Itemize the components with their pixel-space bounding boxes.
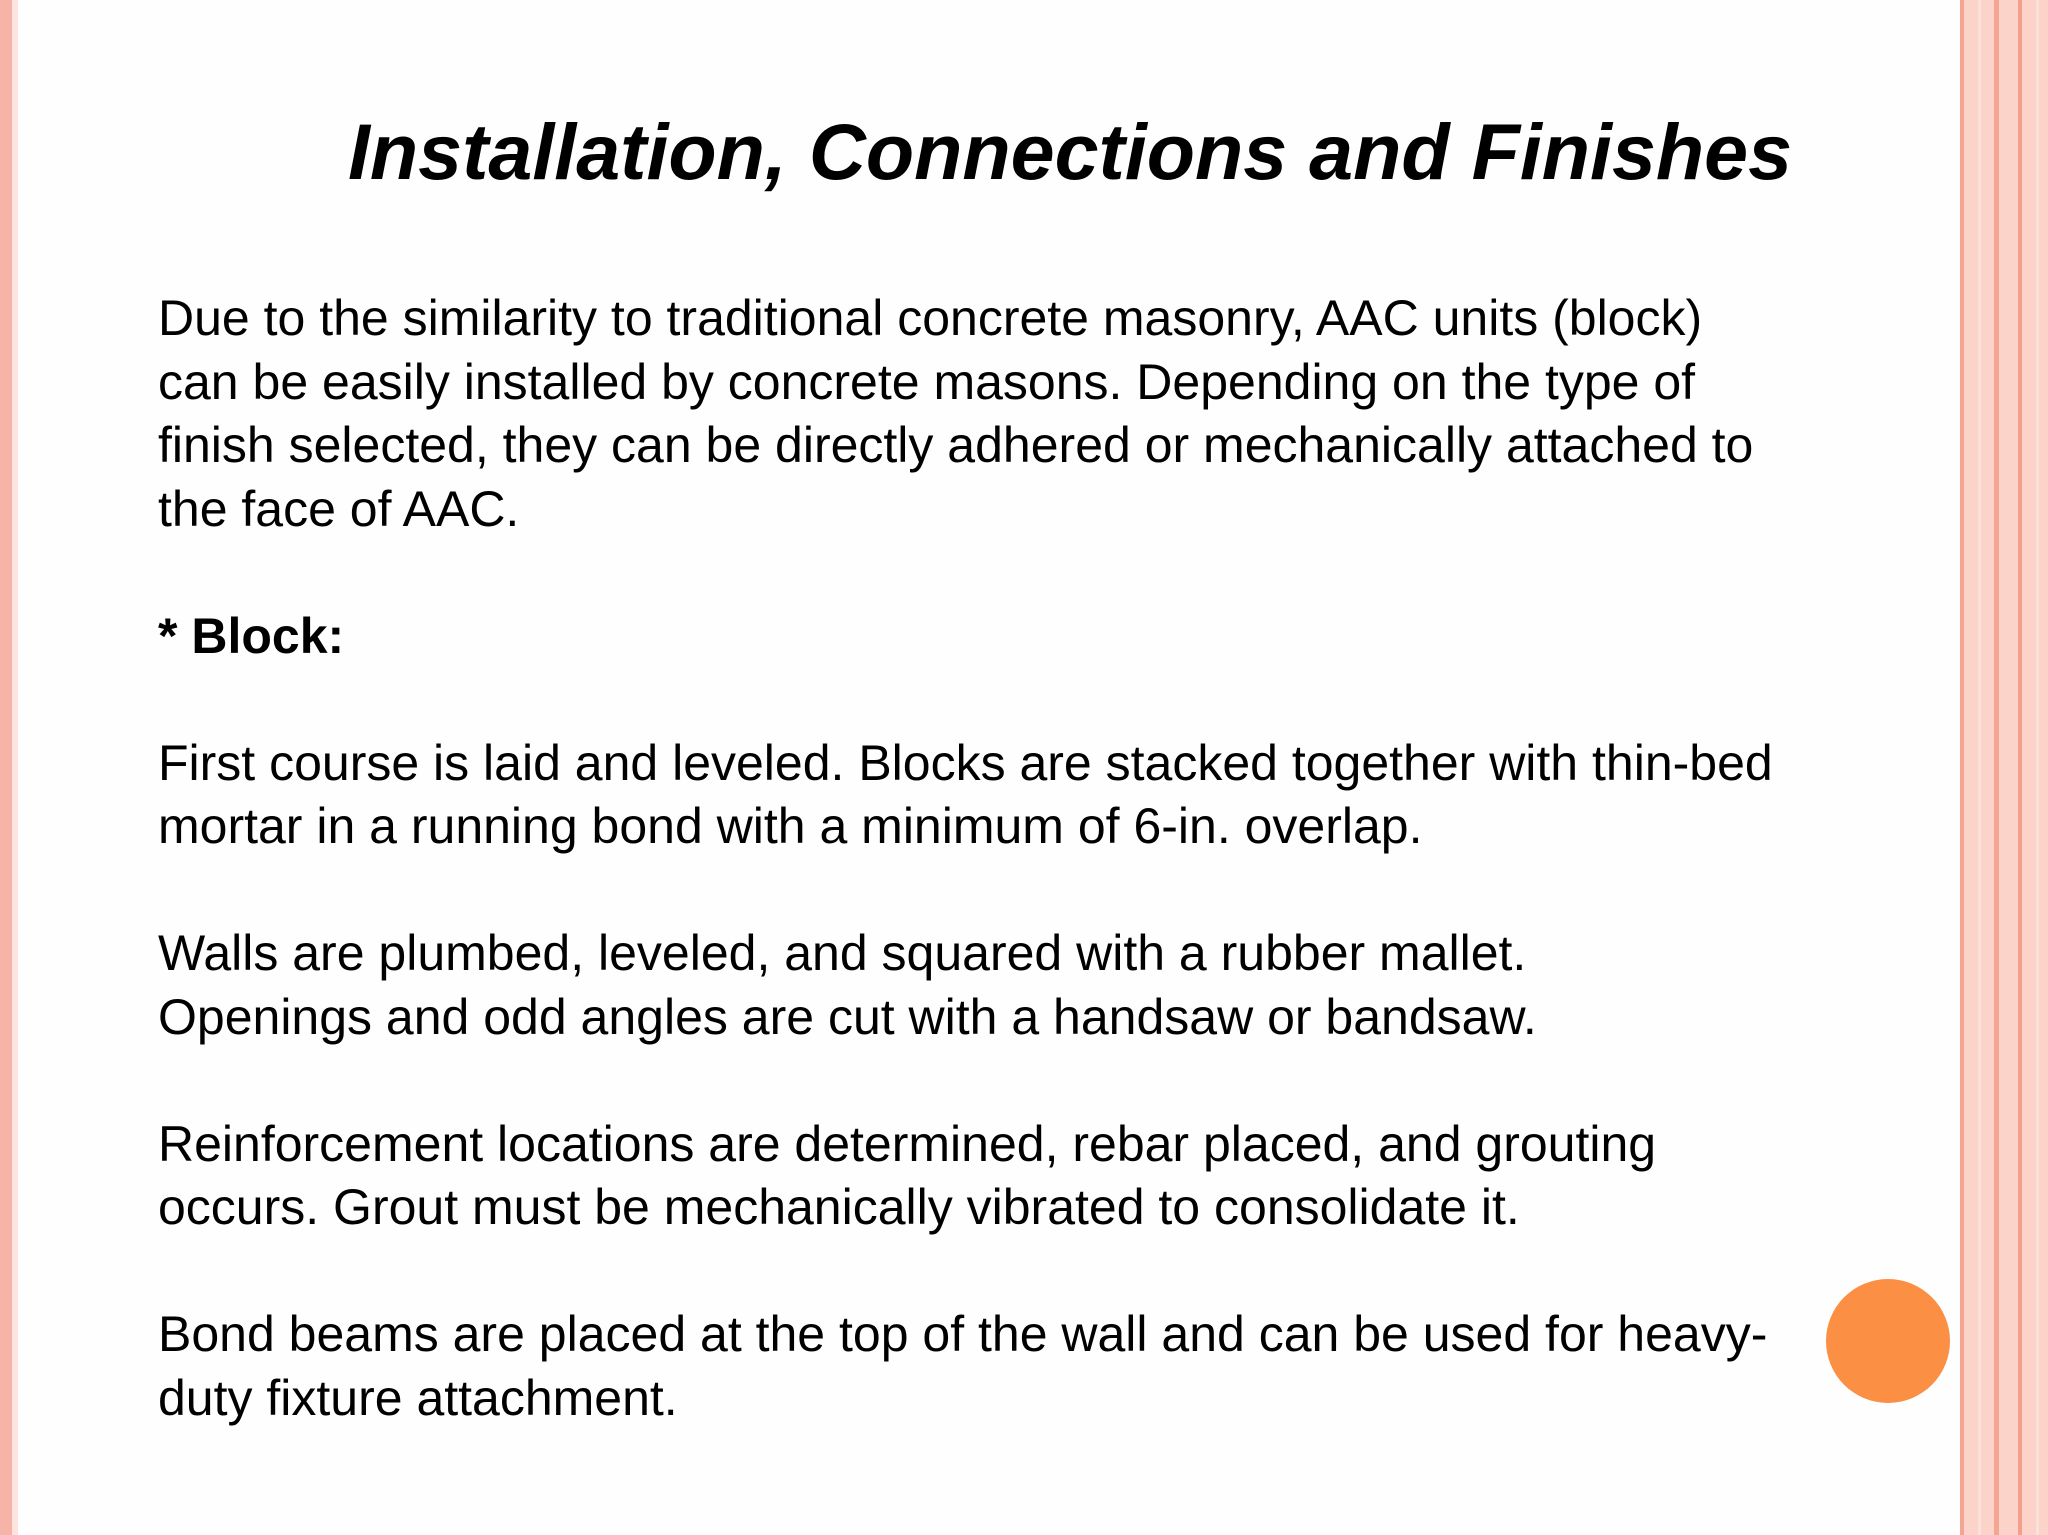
intro-line: the face of AAC. <box>158 480 520 537</box>
slide-body <box>158 287 2018 1430</box>
paragraph-line: Openings and odd angles are cut with a handsaw or bandsaw. <box>158 988 1537 1045</box>
right-border-line <box>2036 0 2039 1535</box>
left-border-inner-stripe <box>12 0 18 1535</box>
left-border-stripe <box>0 0 12 1535</box>
paragraph-line: Reinforcement locations are determined, rebar placed, and grouting <box>158 1115 1657 1172</box>
paragraph-line: Walls are plumbed, leveled, and squared with a rubber mallet. <box>158 925 1527 981</box>
intro-line: Due to the similarity to traditional concrete masonry, AAC units (block) <box>158 290 1703 346</box>
spacer <box>158 859 2018 923</box>
paragraph-line: mortar in a running bond with a minimum of 6-in. overlap. <box>158 798 1423 854</box>
spacer <box>158 1240 2018 1304</box>
paragraph-line: duty fixture attachment. <box>158 1369 678 1426</box>
spacer <box>158 1049 2018 1113</box>
slide-title: Installation, Connections and Finishes <box>347 107 1793 196</box>
block-heading: * Block: <box>158 607 345 664</box>
intro-line: finish selected, they can be directly adhered or mechanically attached to <box>158 417 1754 473</box>
paragraph-line: First course is laid and leveled. Blocks are stacked together with thin-bed <box>158 734 1773 791</box>
laser-pointer-dot <box>1826 1279 1950 1403</box>
right-border-line <box>2018 0 2022 1535</box>
paragraph-line: occurs. Grout must be mechanically vibrated to consolidate it. <box>158 1179 1520 1235</box>
intro-line: can be easily installed by concrete masons. Depending on the type of <box>158 353 1696 410</box>
spacer <box>158 668 2018 732</box>
paragraph-line: Bond beams are placed at the top of the wall and can be used for heavy- <box>158 1306 1768 1362</box>
spacer <box>158 541 2018 605</box>
